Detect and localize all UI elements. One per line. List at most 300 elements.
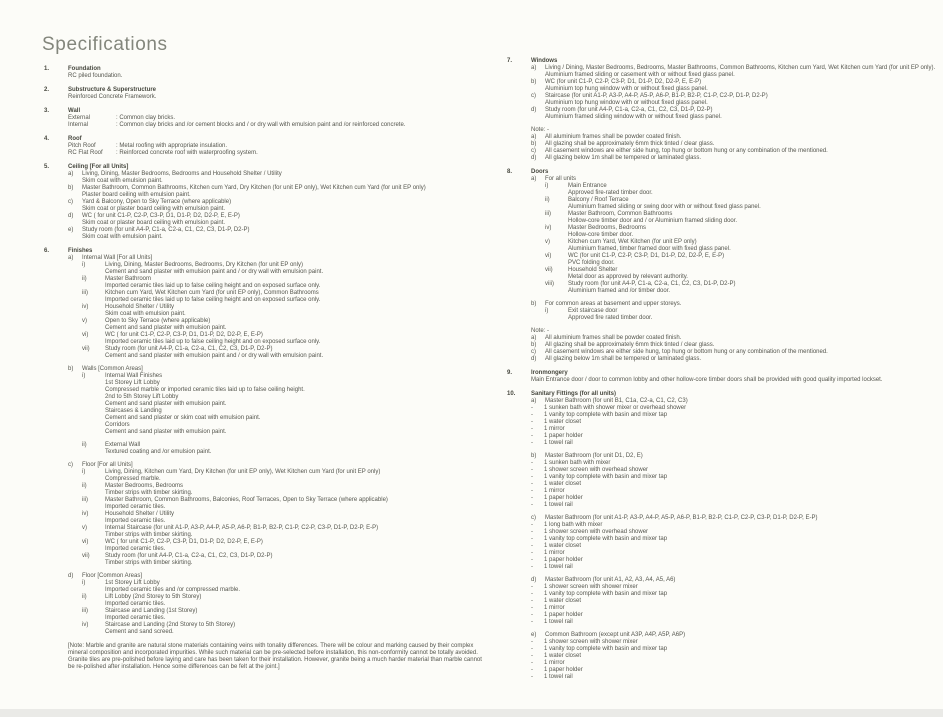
line-text: Textured coating and /or emulsion paint.	[105, 449, 212, 455]
line-marker: -	[531, 412, 533, 418]
line-text: Imported ceramic tiles.	[105, 518, 166, 524]
section-number: 6.	[44, 248, 50, 254]
line-text: 1st Storey Lift Lobby	[105, 580, 160, 586]
spec-line	[82, 539, 486, 546]
spec-line	[531, 605, 939, 612]
line-marker: i)	[82, 373, 86, 379]
spec-line	[105, 339, 486, 346]
line-text: WC ( for unit C1-P, C2-P, C3-P, D1, D1-P, D2, D2-P, E, E-P)	[82, 213, 240, 219]
spec-line	[68, 150, 486, 157]
spec-line	[545, 267, 939, 274]
line-text: 1 mirror	[544, 550, 565, 556]
line-text: Skim coat with emulsion paint.	[105, 311, 186, 317]
line-marker: -	[531, 646, 533, 652]
line-text: 1 water closet	[544, 653, 582, 659]
line-marker: b)	[531, 342, 537, 348]
line-marker: -	[531, 619, 533, 625]
line-text: RC piled foundation.	[68, 73, 123, 79]
line-marker: -	[531, 440, 533, 446]
spec-line	[531, 335, 939, 342]
spec-line	[68, 94, 486, 101]
section-body	[44, 255, 486, 636]
spec-line	[82, 442, 486, 449]
spec-line	[68, 657, 486, 671]
spec-line	[568, 315, 939, 322]
spec-line	[545, 253, 939, 260]
section-body	[507, 377, 939, 384]
line-marker: -	[531, 433, 533, 439]
line-text: Plaster board ceiling with emulsion paint.	[82, 192, 191, 198]
spec-line	[531, 550, 939, 557]
spec-section	[44, 164, 486, 241]
line-text: Internal Staircase (for unit A1-P, A3-P, A4-P, A5-P, A6-P, B1-P, B2-P, C1-P, C2-P, C3-P, D1-P, D2-P, E-P)	[105, 525, 379, 531]
line-text: 1 vanity top complete with basin and mixer tap	[544, 536, 668, 542]
spec-line	[531, 674, 939, 681]
spec-line	[531, 653, 939, 660]
line-text: 1 vanity top complete with basin and mixer tap	[544, 412, 668, 418]
spec-line	[531, 502, 939, 509]
line-marker: -	[531, 584, 533, 590]
line-marker: ii)	[82, 594, 87, 600]
line-marker: i)	[545, 308, 549, 314]
spec-line	[531, 591, 939, 598]
line-marker: viii)	[545, 281, 554, 287]
line-marker: -	[531, 529, 533, 535]
line-marker: d)	[68, 573, 74, 579]
line-text: Cement and sand plaster or skim coat with emulsion paint.	[105, 415, 261, 421]
spec-line	[105, 408, 486, 415]
spec-section	[44, 87, 486, 101]
spec-line	[531, 536, 939, 543]
spec-line	[68, 115, 486, 122]
line-text: Compressed marble.	[105, 476, 161, 482]
line-text: Living, Dining, Master Bedrooms, Bedrooms, Dry Kitchen (for unit EP only)	[105, 262, 303, 268]
spec-line	[545, 197, 939, 204]
line-text: Kitchen cum Yard, Wet Kitchen (for unit EP only)	[568, 239, 697, 245]
line-text: 1 vanity top complete with basin and mixer tap	[544, 646, 668, 652]
spec-line	[105, 449, 486, 456]
line-text: Study room (for unit A4-P, C1-a, C2-a, C1, C2, C3, D1-P, D2-P)	[545, 107, 713, 113]
spec-line	[82, 511, 486, 518]
line-text: 1 shower screen with shower mixer	[544, 584, 638, 590]
line-text: WC (for unit C1-P, C2-P, C3-P, D1, D1-P, D2, D2-P, E, E-P)	[545, 79, 702, 85]
section-number: 9.	[507, 370, 513, 376]
line-text: Aluminium framed sliding or casement with or without fixed glass panel.	[545, 72, 735, 78]
line-marker: iv)	[82, 622, 89, 628]
spec-line	[82, 262, 486, 269]
line-text: 1 vanity top complete with basin and mixer tap	[544, 474, 668, 480]
spec-line	[82, 483, 486, 490]
spec-line	[531, 543, 939, 550]
spec-line	[531, 349, 939, 356]
line-text: 1 water closet	[544, 419, 582, 425]
line-text: 1 paper holder	[544, 495, 583, 501]
line-text: Approved fire-rated timber door.	[568, 190, 653, 196]
spec-line	[531, 356, 939, 363]
spec-line	[82, 206, 486, 213]
line-text: Exit staircase door	[568, 308, 618, 314]
line-marker: -	[531, 612, 533, 618]
spec-line	[105, 490, 486, 497]
spec-line	[82, 594, 486, 601]
line-marker: c)	[531, 349, 536, 355]
spec-line	[105, 269, 486, 276]
line-text: Common Bathroom (except unit A3P, A4P, A5P, A6P)	[545, 632, 686, 638]
line-text: Note: -	[531, 328, 550, 334]
spec-line	[82, 622, 486, 629]
spec-line	[82, 373, 486, 380]
line-text: Skim coat or plaster board ceiling with emulsion paint.	[82, 220, 226, 226]
line-text: Timber strips with timber skirting.	[105, 560, 193, 566]
line-text: Living, Dining, Kitchen cum Yard, Dry Kitchen (for unit EP only), Wet Kitchen cum Yard (for unit EP only)	[105, 469, 381, 475]
spec-line	[531, 639, 939, 646]
line-marker: -	[531, 660, 533, 666]
section-title: Finishes	[68, 248, 93, 254]
section-number: 7.	[507, 58, 513, 64]
spec-line	[68, 643, 486, 657]
section-number: 3.	[44, 108, 50, 114]
line-text: Master Bathroom, Common Bathrooms, Kitchen cum Yard, Dry Kitchen (for unit EP only), Wet Kitchen cum Yard (for unit EP only)	[82, 185, 426, 191]
line-text: Aluminium top hung window with or without fixed glass panel.	[545, 86, 708, 92]
spec-line	[568, 232, 939, 239]
spec-line	[531, 598, 939, 605]
spec-line	[68, 122, 486, 129]
section-heading	[44, 87, 486, 94]
section-title: Roof	[68, 136, 82, 142]
spec-line	[82, 469, 486, 476]
spec-line	[82, 525, 486, 532]
spec-line	[105, 325, 486, 332]
line-text: 2nd to 5th Storey Lift Lobby	[105, 394, 179, 400]
line-text: For all units	[545, 176, 577, 182]
line-text: 1 paper holder	[544, 557, 583, 563]
line-text: Master Bathroom (for unit B1, C1a, C2-a, C1, C2, C3)	[545, 398, 688, 404]
spec-line	[105, 615, 486, 622]
spec-line	[82, 332, 486, 339]
spec-line	[105, 422, 486, 429]
line-text: Floor [Common Areas]	[82, 573, 143, 579]
line-text: 1 mirror	[544, 660, 565, 666]
line-text: Cement and sand plaster with emulsion paint and / or dry wall with emulsion paint.	[105, 269, 324, 275]
line-marker: vii)	[82, 553, 90, 559]
spec-line	[82, 304, 486, 311]
spec-line	[531, 127, 939, 134]
line-text: Study room (for unit A4-P, C1-a, C2-a, C1, C2, C3, D1-P, D2-P)	[568, 281, 736, 287]
line-text: Lift Lobby (2nd Storey to 5th Storey)	[105, 594, 202, 600]
line-marker: v)	[545, 239, 550, 245]
line-text: Aluminium top hung window with or without fixed glass panel.	[545, 100, 708, 106]
spec-line	[531, 660, 939, 667]
line-text: Imported ceramic tiles laid up to false ceiling height and on exposed surface only.	[105, 339, 321, 345]
spec-line	[545, 100, 939, 107]
spec-line	[531, 176, 939, 183]
line-marker: a)	[68, 171, 74, 177]
section-body	[44, 143, 486, 157]
line-marker: c)	[531, 93, 536, 99]
line-text: Staircase and Landing (2nd Storey to 5th Storey)	[105, 622, 236, 628]
spec-line	[68, 213, 486, 220]
spec-line	[545, 211, 939, 218]
line-text: 1 towel rail	[544, 502, 573, 508]
line-text: Imported ceramic tiles and /or compressed marble.	[105, 587, 241, 593]
spec-line	[82, 318, 486, 325]
line-marker: ii)	[82, 276, 87, 282]
line-text: Main Entrance door / door to common lobby and other hollow-core timber doors shall be provided with good quality imported lockset.	[531, 377, 883, 383]
line-text: Household Shelter / Utility	[105, 511, 175, 517]
line-marker: a)	[531, 335, 537, 341]
spec-line	[568, 190, 939, 197]
spec-line	[531, 342, 939, 349]
section-heading	[44, 136, 486, 143]
line-label: Pitch Roof	[68, 143, 96, 149]
line-text: All aluminium frames shall be powder coated finish.	[545, 335, 682, 341]
spec-line	[531, 495, 939, 502]
spec-line	[531, 584, 939, 591]
line-marker: v)	[82, 525, 87, 531]
spec-line	[68, 171, 486, 178]
line-marker: -	[531, 605, 533, 611]
section-title: Wall	[68, 108, 81, 114]
line-text: Main Entrance	[568, 183, 607, 189]
spec-line	[105, 476, 486, 483]
line-text: 1 paper holder	[544, 612, 583, 618]
line-text: Master Bedrooms, Bedrooms	[568, 225, 647, 231]
spec-line	[531, 426, 939, 433]
line-text: Compressed marble or imported ceramic tiles laid up to false ceiling height.	[105, 387, 305, 393]
spec-line	[545, 183, 939, 190]
spec-section	[507, 169, 939, 363]
line-marker: ii)	[82, 483, 87, 489]
spec-line	[531, 577, 939, 584]
section-heading	[507, 169, 939, 176]
section-number: 8.	[507, 169, 513, 175]
line-marker: -	[531, 598, 533, 604]
line-text: Granite tiles are pre-polished before laying and care has been taken for their installation. However, granite being a much harder material than marble cannot be re-polished after installation. Hence some differences can be felt at the joint.]	[68, 657, 482, 670]
spec-line	[68, 73, 486, 80]
spec-line	[105, 532, 486, 539]
spec-line	[105, 546, 486, 553]
spec-line	[82, 192, 486, 199]
spec-line	[82, 580, 486, 587]
line-text: PVC folding door.	[568, 260, 615, 266]
line-marker: iii)	[82, 497, 88, 503]
spec-line	[568, 274, 939, 281]
spec-line	[68, 227, 486, 234]
spec-line	[105, 297, 486, 304]
spec-line	[531, 460, 939, 467]
line-marker: -	[531, 674, 533, 680]
line-marker: c)	[68, 199, 73, 205]
spec-line	[531, 93, 939, 100]
line-text: Study room (for unit A4-P, C1-a, C2-a, C1, C2, C3, D1-P, D2-P)	[105, 553, 273, 559]
line-marker: a)	[531, 134, 537, 140]
line-text: 1 mirror	[544, 605, 565, 611]
line-text: 1 towel rail	[544, 440, 573, 446]
spec-line	[531, 440, 939, 447]
spec-line	[105, 504, 486, 511]
line-marker: b)	[531, 141, 537, 147]
line-text: Internal Wall Finishes	[105, 373, 163, 379]
line-text: Skim coat with emulsion paint.	[82, 178, 163, 184]
section-body	[44, 643, 486, 671]
spec-line	[82, 220, 486, 227]
line-marker: b)	[531, 453, 537, 459]
spec-line	[568, 204, 939, 211]
line-text: 1 water closet	[544, 481, 582, 487]
line-text: Imported ceramic tiles.	[105, 615, 166, 621]
section-number: 1.	[44, 66, 50, 72]
section-body	[507, 398, 939, 681]
section-heading	[507, 58, 939, 65]
line-marker: -	[531, 591, 533, 597]
spec-line	[105, 429, 486, 436]
line-text: All aluminium frames shall be powder coated finish.	[545, 134, 682, 140]
line-text: 1 shower screen with overhead shower	[544, 529, 649, 535]
line-text: Walls [Common Areas]	[82, 366, 143, 372]
right-column	[507, 58, 939, 688]
section-body	[44, 171, 486, 241]
line-marker: vii)	[545, 267, 553, 273]
line-marker: e)	[68, 227, 74, 233]
spec-line	[545, 86, 939, 93]
note-block	[44, 643, 486, 671]
spec-line	[82, 234, 486, 241]
line-text: Cement and sand plaster with emulsion paint.	[105, 401, 227, 407]
spec-line	[531, 398, 939, 405]
spec-line	[531, 612, 939, 619]
line-text: Skim coat or plaster board ceiling with emulsion paint.	[82, 206, 226, 212]
spec-section	[44, 108, 486, 129]
line-text: Master Bathroom (for unit A1, A2, A3, A4, A5, A6)	[545, 577, 676, 583]
line-marker: -	[531, 474, 533, 480]
line-marker: v)	[82, 318, 87, 324]
spec-line	[531, 522, 939, 529]
spec-line	[531, 481, 939, 488]
section-heading	[507, 370, 939, 377]
line-marker: vii)	[82, 346, 90, 352]
line-marker: i)	[82, 262, 86, 268]
spec-line	[568, 260, 939, 267]
line-marker: -	[531, 543, 533, 549]
spec-line	[105, 629, 486, 636]
line-text: Timber strips with timber skirting.	[105, 490, 193, 496]
section-title: Ironmongery	[531, 370, 568, 376]
line-text: Master Bathroom	[105, 276, 152, 282]
line-marker: -	[531, 481, 533, 487]
line-marker: c)	[68, 462, 73, 468]
line-marker: vi)	[545, 253, 552, 259]
line-text: WC ( for unit C1-P, C2-P, C3-P, D1, D1-P, D2, D2-P, E, E-P)	[105, 332, 263, 338]
line-text: Master Bedrooms, Bedrooms	[105, 483, 184, 489]
spec-line	[531, 453, 939, 460]
line-text: 1 shower screen with shower mixer	[544, 639, 638, 645]
line-text: Floor [For all Units]	[82, 462, 133, 468]
line-text: Hollow-core timber door and / or Aluminium framed sliding door.	[568, 218, 738, 224]
section-heading	[44, 66, 486, 73]
line-marker: -	[531, 495, 533, 501]
line-marker: c)	[531, 148, 536, 154]
line-marker: d)	[531, 155, 537, 161]
spec-line	[545, 225, 939, 232]
line-text: Metal door as approved by relevant authority.	[568, 274, 688, 280]
line-marker: b)	[68, 366, 74, 372]
spec-line	[105, 601, 486, 608]
spec-line	[105, 587, 486, 594]
spec-line	[531, 564, 939, 571]
line-marker: -	[531, 419, 533, 425]
line-marker: a)	[531, 398, 537, 404]
line-text: Cement and sand plaster with emulsion paint.	[105, 429, 227, 435]
spec-line	[531, 412, 939, 419]
line-text: Reinforced Concrete Framework.	[68, 94, 157, 100]
line-text: 1 sunken bath with mixer	[544, 460, 611, 466]
line-text: Internal Wall [For all Units]	[82, 255, 153, 261]
line-text: Imported ceramic tiles.	[105, 546, 166, 552]
spec-section	[507, 370, 939, 384]
spec-line	[68, 573, 486, 580]
line-text: Master Bathroom, Common Bathrooms	[568, 211, 673, 217]
line-marker: -	[531, 426, 533, 432]
line-text: Household Shelter	[568, 267, 618, 273]
line-text: Living / Dining, Master Bedrooms, Bedrooms, Master Bathrooms, Common Bathrooms, Kitchen cum Yard, Wet Kitchen cum Yard (for unit EP only).	[545, 65, 936, 71]
line-text: Open to Sky Terrace (where applicable)	[105, 318, 211, 324]
line-marker: ii)	[545, 197, 550, 203]
line-text: 1 mirror	[544, 426, 565, 432]
section-heading	[44, 108, 486, 115]
line-text: Approved fire rated timber door.	[568, 315, 653, 321]
line-marker: -	[531, 550, 533, 556]
spec-line	[545, 281, 939, 288]
line-text: Study room (for unit A4-P, C1-a, C2-a, C1, C2, C3, D1-P, D2-P)	[105, 346, 273, 352]
line-marker: i)	[545, 183, 549, 189]
spec-line	[82, 553, 486, 560]
spec-line	[68, 255, 486, 262]
line-text: 1 towel rail	[544, 564, 573, 570]
section-title: Substructure & Superstructure	[68, 87, 157, 93]
spec-line	[82, 497, 486, 504]
line-text: 1 long bath with mixer	[544, 522, 603, 528]
line-text: All glazing shall be approximately 6mm thick tinted / clear glass.	[545, 342, 715, 348]
spec-line	[105, 311, 486, 318]
line-marker: iii)	[545, 211, 551, 217]
line-text: Cement and sand screed.	[105, 629, 174, 635]
spec-section	[44, 66, 486, 80]
line-marker: -	[531, 522, 533, 528]
line-text: Study room (for unit A4-P, C1-a, C2-a, C1, C2, C3, D1-P, D2-P)	[82, 227, 250, 233]
spec-line	[531, 141, 939, 148]
spec-line	[531, 433, 939, 440]
line-text: : Reinforced concrete roof with waterproofing system.	[116, 150, 258, 156]
line-text: 1 paper holder	[544, 667, 583, 673]
spec-line	[531, 646, 939, 653]
spec-line	[545, 239, 939, 246]
line-marker: a)	[531, 65, 537, 71]
line-marker: a)	[68, 255, 74, 261]
section-title: Sanitary Fittings (for all units)	[531, 391, 617, 397]
spec-line	[531, 419, 939, 426]
spec-line	[105, 353, 486, 360]
line-text: : Metal roofing with appropriate insulation.	[116, 143, 228, 149]
spec-line	[531, 301, 939, 308]
line-marker: iv)	[82, 304, 89, 310]
line-text: Aluminium framed and /or timber door.	[568, 288, 671, 294]
spec-line	[82, 346, 486, 353]
spec-line	[68, 143, 486, 150]
section-number: 10.	[507, 391, 516, 397]
spec-line	[531, 107, 939, 114]
spec-line	[531, 667, 939, 674]
line-text: WC ( for unit C1-P, C2-P, C3-P, D1, D1-P, D2, D2-P, E, E-P)	[105, 539, 263, 545]
